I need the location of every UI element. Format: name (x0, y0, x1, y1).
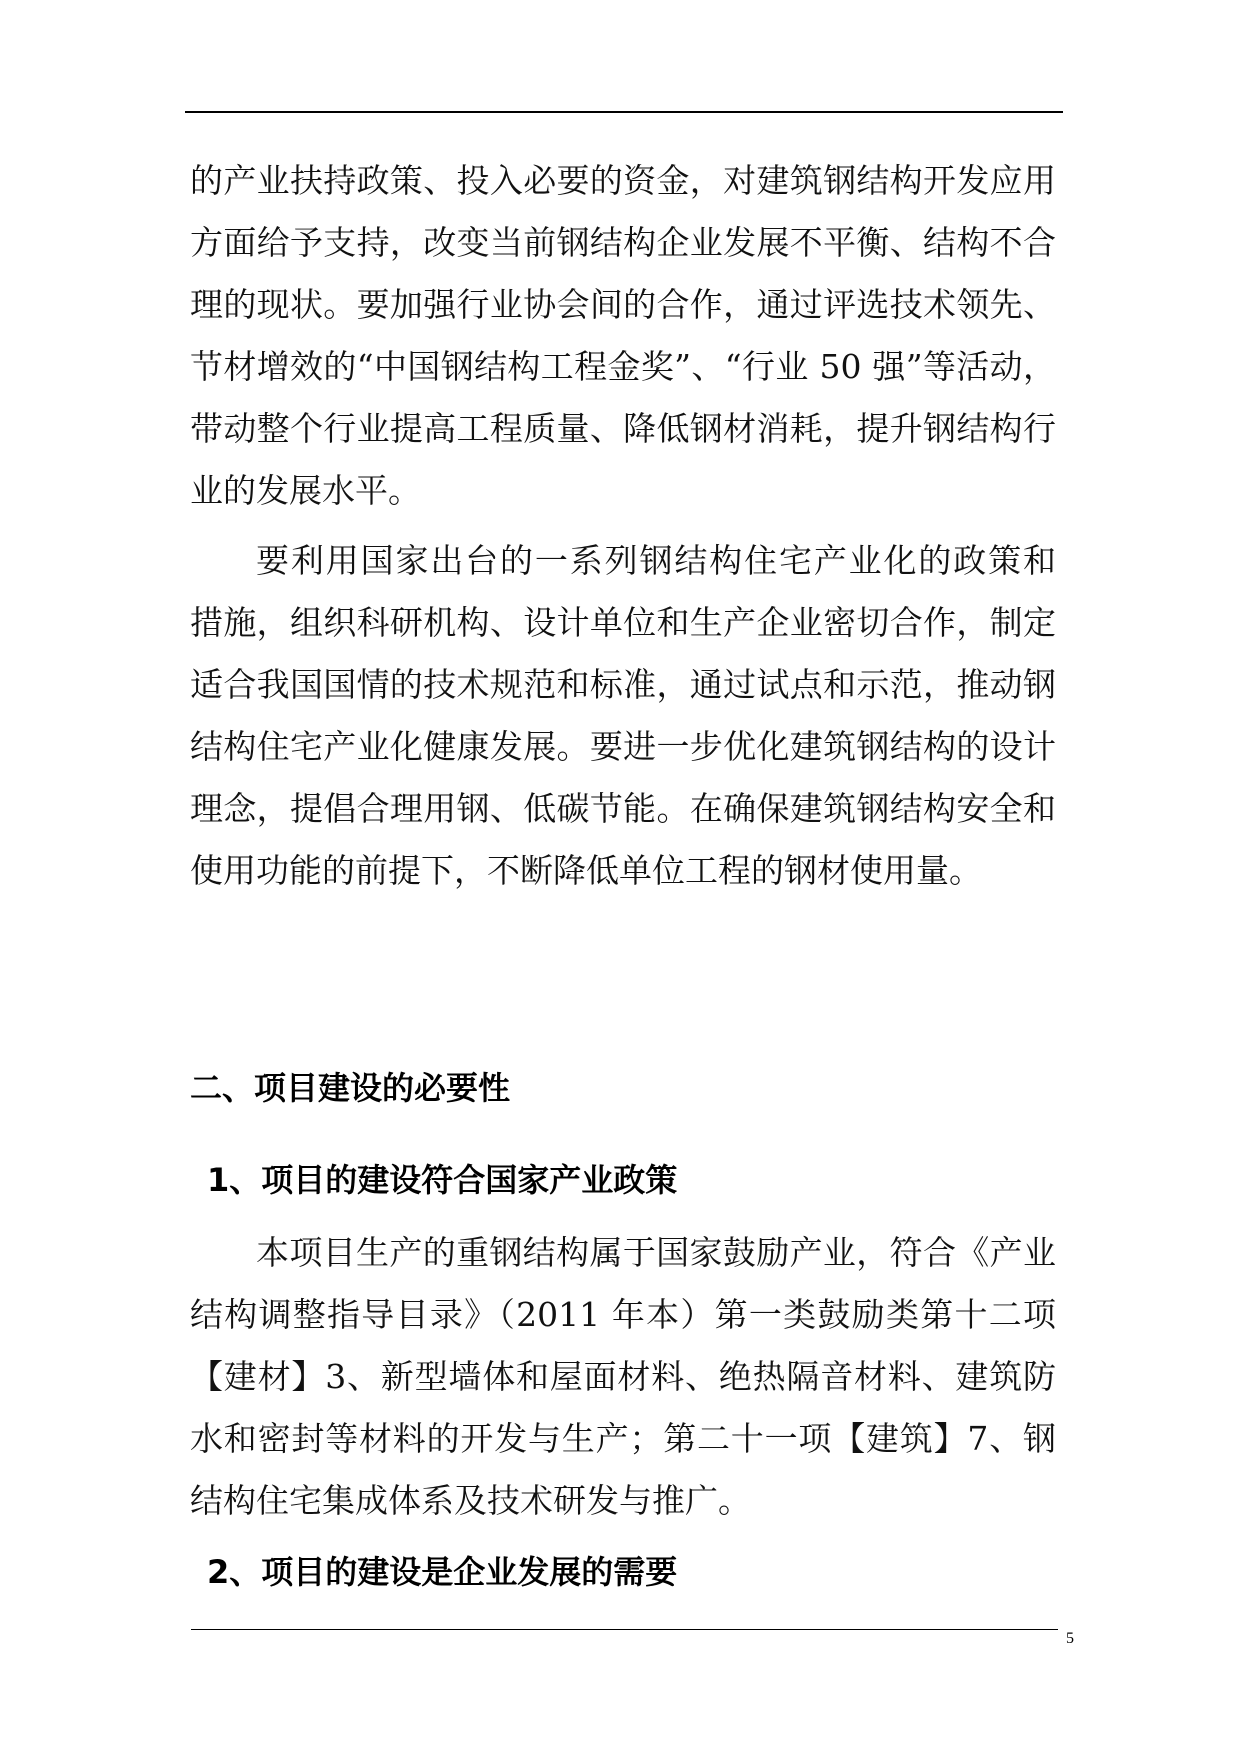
text-line: 要利用国家出台的一系列钢结构住宅产业化的政策和 (256, 541, 1056, 580)
text-line: 水和密封等材料的开发与生产；第二十一项【建筑】7、钢 (190, 1419, 1056, 1458)
text-line: 本项目生产的重钢结构属于国家鼓励产业，符合《产业 (256, 1233, 1056, 1272)
subheading-enterprise: 2、项目的建设是企业发展的需要 (207, 1553, 678, 1591)
text-line: 结构调整指导目录》（2011 年本）第一类鼓励类第十二项 (190, 1295, 1056, 1334)
text-line: 结构住宅产业化健康发展。要进一步优化建筑钢结构的设计 (190, 727, 1056, 766)
text-line: 措施，组织科研机构、设计单位和生产企业密切合作，制定 (190, 603, 1056, 642)
subheading-policy: 1、项目的建设符合国家产业政策 (207, 1161, 678, 1199)
text-line: 的产业扶持政策、投入必要的资金，对建筑钢结构开发应用 (190, 161, 1056, 200)
text-line: 方面给予支持，改变当前钢结构企业发展不平衡、结构不合 (190, 223, 1056, 262)
text-line: 适合我国国情的技术规范和标准，通过试点和示范，推动钢 (190, 665, 1056, 704)
footer-rule (191, 1629, 1058, 1630)
page-number: 5 (1066, 1630, 1074, 1647)
text-line: 结构住宅集成体系及技术研发与推广。 (190, 1481, 751, 1520)
text-line: 【建材】3、新型墙体和屋面材料、绝热隔音材料、建筑防 (190, 1357, 1056, 1396)
text-line: 节材增效的“中国钢结构工程金奖”、“行业 50 强”等活动， (190, 347, 1056, 386)
section-heading: 二、项目建设的必要性 (190, 1069, 511, 1107)
text-line: 业的发展水平。 (190, 471, 421, 510)
text-line: 使用功能的前提下，不断降低单位工程的钢材使用量。 (190, 851, 982, 890)
text-line: 理的现状。要加强行业协会间的合作，通过评选技术领先、 (190, 285, 1056, 324)
text-line: 带动整个行业提高工程质量、降低钢材消耗，提升钢结构行 (190, 409, 1056, 448)
text-line: 理念，提倡合理用钢、低碳节能。在确保建筑钢结构安全和 (190, 789, 1056, 828)
header-rule (185, 111, 1063, 113)
